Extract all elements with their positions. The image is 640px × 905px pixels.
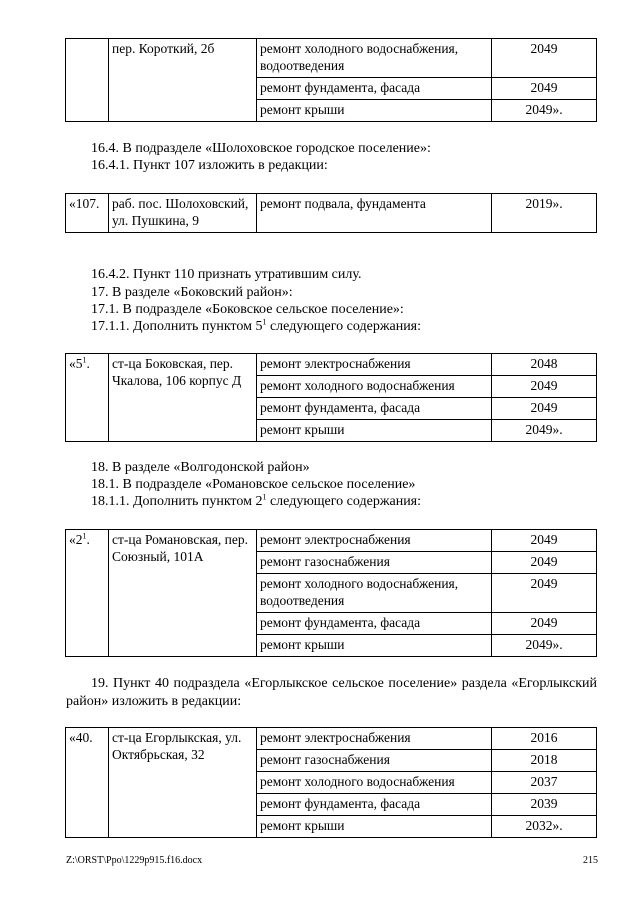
- address-cell: ст-ца Романовская, пер. Союзный, 101А: [109, 530, 257, 657]
- work-type-cell: ремонт электроснабжения: [257, 354, 492, 376]
- superscript: 1: [82, 531, 87, 541]
- year-cell: 2019».: [492, 194, 597, 233]
- work-type-cell: ремонт фундамента, фасада: [257, 78, 492, 100]
- work-type-cell: ремонт фундамента, фасада: [257, 613, 492, 635]
- year-cell: 2049: [492, 552, 597, 574]
- work-type-cell: ремонт крыши: [257, 420, 492, 442]
- work-type-cell: ремонт газоснабжения: [257, 552, 492, 574]
- paragraph-17-1: 17.1. В подразделе «Боковское сельское поселение»:: [91, 302, 404, 317]
- work-type-cell: ремонт электроснабжения: [257, 530, 492, 552]
- year-cell: 2037: [492, 772, 597, 794]
- year-cell: 2049».: [492, 100, 597, 122]
- item-number: «2: [69, 532, 83, 547]
- table-continuation: [65, 38, 597, 122]
- item-number-cell: «40.: [66, 728, 109, 838]
- work-type-cell: ремонт электроснабжения: [257, 728, 492, 750]
- year-cell: 2049: [492, 530, 597, 552]
- address-cell: раб. пос. Шолоховский, ул. Пушкина, 9: [109, 194, 257, 233]
- work-type-cell: ремонт холодного водоснабжения, водоотведения: [257, 574, 492, 613]
- year-cell: 2049: [492, 398, 597, 420]
- paragraph-16-4: 16.4. В подразделе «Шолоховское городское поселение»:: [91, 141, 431, 156]
- year-cell: 2049».: [492, 635, 597, 657]
- work-type-cell: ремонт холодного водоснабжения: [257, 376, 492, 398]
- paragraph-19: 19. Пункт 40 подраздела «Егорлыкское сельское поселение» раздела «Егорлыкский район» изложить в редакции:: [66, 676, 597, 709]
- work-type-cell: ремонт газоснабжения: [257, 750, 492, 772]
- table-item-107: [65, 193, 597, 233]
- superscript: 1: [262, 317, 267, 327]
- paragraph-17: 17. В разделе «Боковский район»:: [91, 285, 293, 300]
- year-cell: 2048: [492, 354, 597, 376]
- paragraph-18: 18. В разделе «Волгодонской район»: [91, 460, 310, 475]
- paragraph-16-4-2: 16.4.2. Пункт 110 признать утратившим силу.: [91, 267, 362, 282]
- paragraph-16-4-1: 16.4.1. Пункт 107 изложить в редакции:: [91, 158, 328, 173]
- table-row: [66, 354, 597, 376]
- item-number-dot: .: [86, 356, 90, 371]
- work-type-cell: ремонт крыши: [257, 100, 492, 122]
- paragraph-text: 18.1.1. Дополнить пунктом 2: [91, 494, 263, 509]
- paragraph-18-1: 18.1. В подразделе «Романовское сельское поселение»: [91, 477, 416, 492]
- item-number-cell: [66, 39, 109, 122]
- item-number-cell: [66, 530, 109, 657]
- paragraph-17-1-1: [91, 318, 421, 336]
- year-cell: 2049: [492, 39, 597, 78]
- work-type-cell: ремонт подвала, фундамента: [257, 194, 492, 233]
- table-item-5-1: [65, 353, 597, 442]
- year-cell: 2049: [492, 574, 597, 613]
- item-number-cell: «107.: [66, 194, 109, 233]
- superscript: 1: [262, 492, 267, 502]
- address-cell: ст-ца Егорлыкская, ул. Октябрьская, 32: [109, 728, 257, 838]
- address-cell: пер. Короткий, 2б: [109, 39, 257, 122]
- year-cell: 2049».: [492, 420, 597, 442]
- address-cell: ст-ца Боковская, пер. Чкалова, 106 корпус Д: [109, 354, 257, 442]
- work-type-cell: ремонт фундамента, фасада: [257, 398, 492, 420]
- item-number-dot: .: [86, 532, 90, 547]
- work-type-cell: ремонт фундамента, фасада: [257, 794, 492, 816]
- year-cell: 2039: [492, 794, 597, 816]
- table-item-2-1: [65, 529, 597, 657]
- superscript: 1: [82, 355, 87, 365]
- paragraph-18-1-1: [91, 493, 421, 511]
- paragraph-text: следующего содержания:: [266, 319, 422, 334]
- item-number: «5: [69, 356, 83, 371]
- table-row: [66, 728, 597, 750]
- work-type-cell: ремонт холодного водоснабжения: [257, 772, 492, 794]
- table-row: [66, 530, 597, 552]
- paragraph-text: 17.1.1. Дополнить пунктом 5: [91, 319, 263, 334]
- table-row: [66, 39, 597, 78]
- footer-page-number: 215: [583, 855, 598, 866]
- work-type-cell: ремонт крыши: [257, 635, 492, 657]
- item-number-cell: [66, 354, 109, 442]
- year-cell: 2016: [492, 728, 597, 750]
- paragraph-text: следующего содержания:: [266, 494, 422, 509]
- year-cell: 2049: [492, 376, 597, 398]
- work-type-cell: ремонт крыши: [257, 816, 492, 838]
- table-item-40: [65, 727, 597, 838]
- year-cell: 2018: [492, 750, 597, 772]
- year-cell: 2049: [492, 613, 597, 635]
- table-row: [66, 194, 597, 233]
- work-type-cell: ремонт холодного водоснабжения, водоотведения: [257, 39, 492, 78]
- year-cell: 2032».: [492, 816, 597, 838]
- footer-file-path: Z:\ORST\Ppo\1229p915.f16.docx: [66, 855, 203, 866]
- year-cell: 2049: [492, 78, 597, 100]
